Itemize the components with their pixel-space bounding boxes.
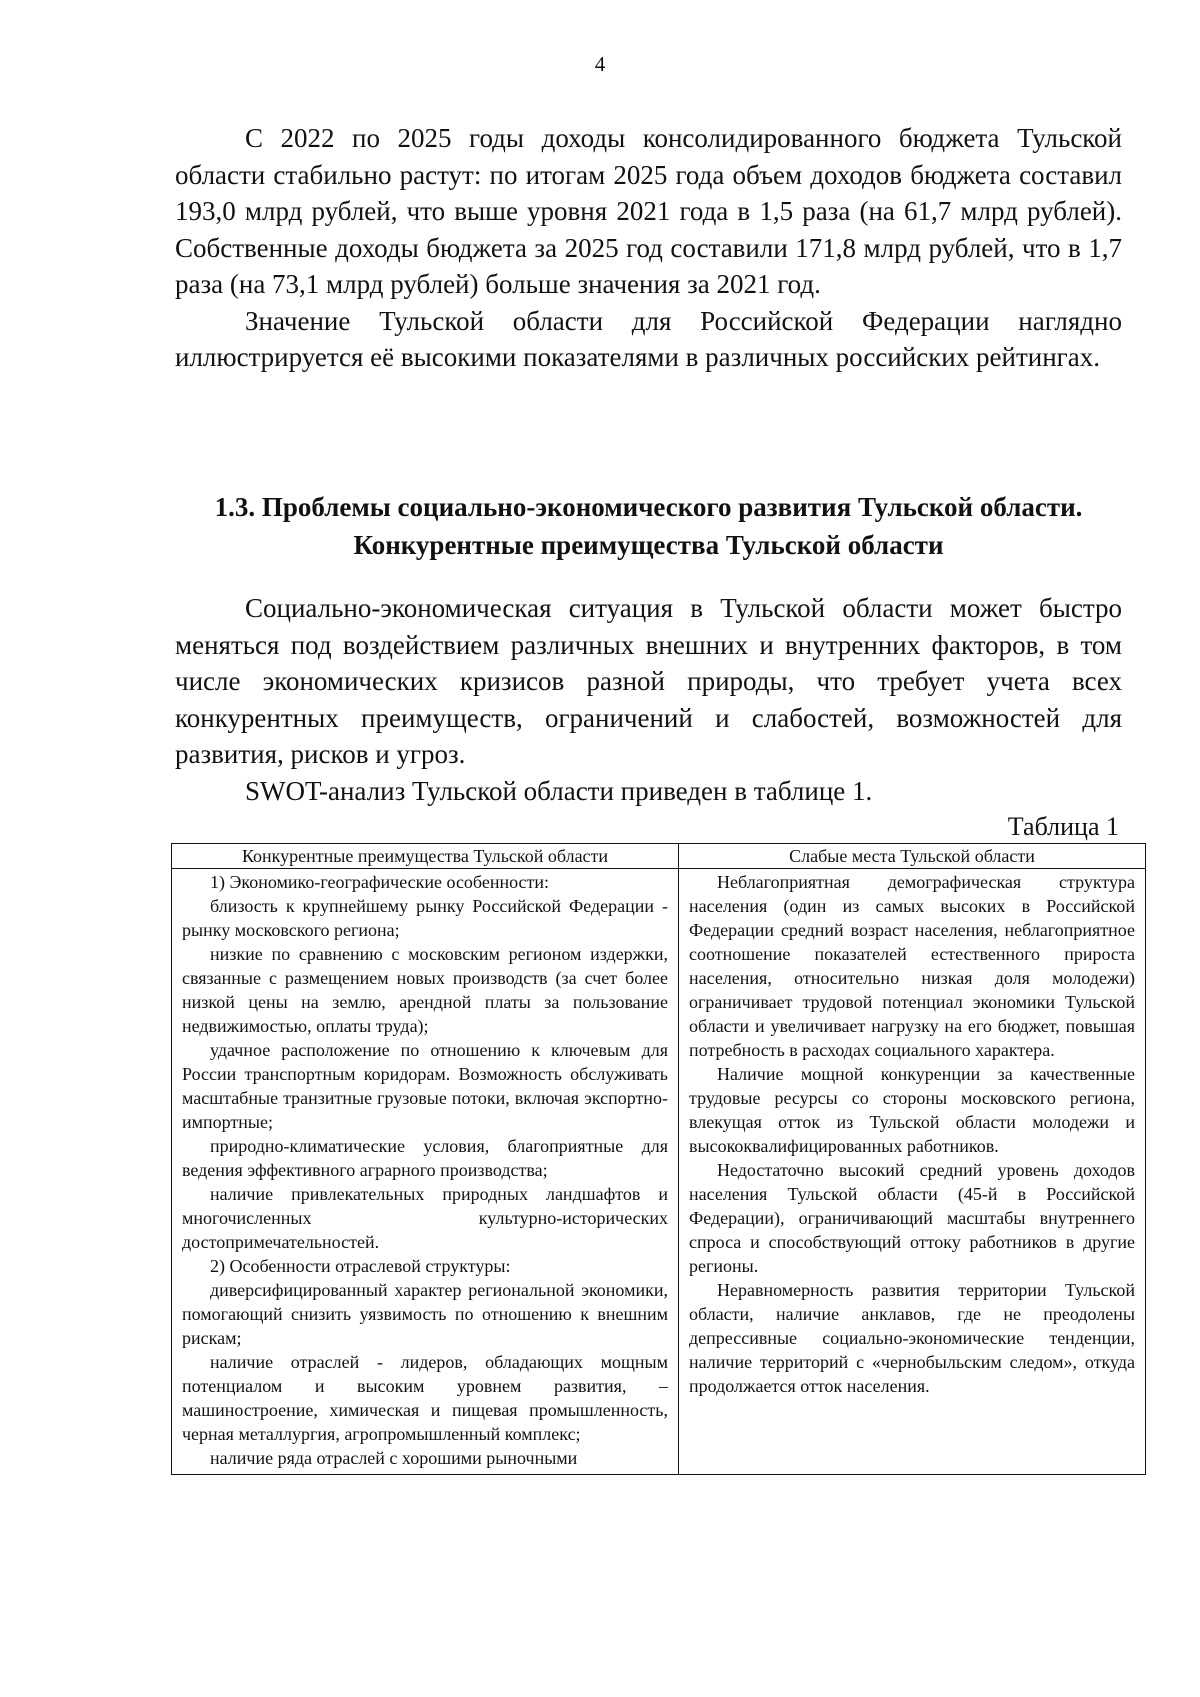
column-header-strengths: Конкурентные преимущества Тульской области (172, 844, 679, 869)
section-heading (175, 488, 1122, 564)
swot-table (171, 843, 1146, 1475)
cell-paragraph: 2) Особенности отраслевой структуры: (210, 1256, 511, 1276)
cell-paragraph: наличие отраслей - лидеров, обладающих мощным потенциалом и высоким уровнем развития, – машиностроение, химическая и пищевая промышленность, черная металлургия, агропромышленный комплекс; (182, 1352, 668, 1444)
cell-paragraph: низкие по сравнению с московским регионом издержки, связанные с размещением новых производств (за счет более низкой цены на землю, арендной платы за пользование недвижимостью, оплаты труда); (182, 944, 668, 1036)
cell-paragraph: близость к крупнейшему рынку Российской Федерации - рынку московского региона; (182, 896, 668, 940)
section-text (175, 590, 1122, 809)
paragraph: SWOT-анализ Тульской области приведен в таблице 1. (245, 775, 873, 806)
section-heading-line: 1.3. Проблемы социально-экономического развития Тульской области. (214, 492, 1083, 522)
paragraph: Значение Тульской области для Российской Федерации наглядно иллюстрируется её высокими показателями в различных российских рейтингах. (175, 305, 1122, 372)
cell-paragraph: 1) Экономико-географические особенности: (210, 872, 550, 892)
cell-paragraph: наличие ряда отраслей с хорошими рыночными (210, 1448, 578, 1468)
cell-paragraph: наличие привлекательных природных ландшафтов и многочисленных культурно-исторических достопримечательностей. (182, 1184, 668, 1252)
page-number: 4 (594, 52, 606, 76)
weaknesses-cell (679, 869, 1146, 1475)
strengths-cell (172, 869, 679, 1475)
section-heading-line: Конкурентные преимущества Тульской области (353, 530, 944, 560)
intro-text (175, 120, 1122, 376)
cell-paragraph: удачное расположение по отношению к ключевым для России транспортным коридорам. Возможность обслуживать масштабные транзитные грузовые потоки, включая экспортно-импортные; (182, 1040, 668, 1132)
cell-paragraph: Неблагоприятная демографическая структура населения (один из самых высоких в Российской Федерации средний возраст населения, неблагоприятное соотношение показателей естественного прироста населения, относительно низкая доля молодежи) ограничивает трудовой потенциал экономики Тульской области и увеличивает нагрузку на его бюджет, повышая потребность в расходах социального характера. (689, 872, 1135, 1060)
table-caption: Таблица 1 (1007, 812, 1119, 841)
cell-paragraph: диверсифицированный характер региональной экономики, помогающий снизить уязвимость по отношению к внешним рискам; (182, 1280, 668, 1348)
cell-paragraph: Недостаточно высокий средний уровень доходов населения Тульской области (45-й в Российской Федерации), ограничивающий масштабы внутреннего спроса и способствующий оттоку работников в другие регионы. (689, 1160, 1135, 1276)
table-header-row (172, 844, 1146, 869)
paragraph: С 2022 по 2025 годы доходы консолидированного бюджета Тульской области стабильно растут: по итогам 2025 года объем доходов бюджета составил 193,0 млрд рублей, что выше уровня 2021 года в 1,5 раза (на 61,7 млрд рублей). Собственные доходы бюджета за 2025 год составили 171,8 млрд рублей, что в 1,7 раза (на 73,1 млрд рублей) больше значения за 2021 год. (175, 123, 1122, 299)
paragraph: Социально-экономическая ситуация в Тульской области может быстро меняться под воздействием различных внешних и внутренних факторов, в том числе экономических кризисов разной природы, что требует учета всех конкурентных преимуществ, ограничений и слабостей, возможностей для развития, рисков и угроз. (175, 593, 1122, 769)
table-row (172, 869, 1146, 1475)
cell-paragraph: Наличие мощной конкуренции за качественные трудовые ресурсы со стороны московского региона, влекущая отток из Тульской области молодежи и высококвалифицированных работников. (689, 1064, 1135, 1156)
cell-paragraph: природно-климатические условия, благоприятные для ведения эффективного аграрного производства; (182, 1136, 668, 1180)
cell-paragraph: Неравномерность развития территории Тульской области, наличие анклавов, где не преодолены депрессивные социально-экономические тенденции, наличие территорий с «чернобыльским следом», откуда продолжается отток населения. (689, 1280, 1135, 1396)
column-header-weaknesses: Слабые места Тульской области (679, 844, 1146, 869)
